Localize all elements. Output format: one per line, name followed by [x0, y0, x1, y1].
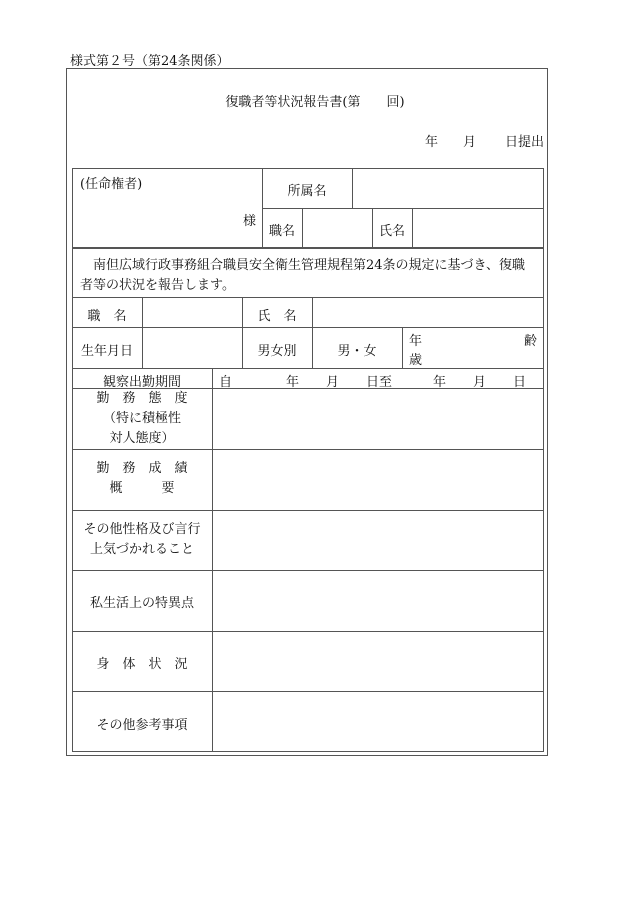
- divider: [402, 327, 403, 368]
- other-notes-value[interactable]: [213, 692, 543, 751]
- period-year2: 年: [433, 375, 447, 390]
- post-value[interactable]: [303, 209, 371, 247]
- attitude-label-line: 勤 務 態 度: [96, 391, 188, 406]
- other-notes-label: その他参考事項: [96, 718, 188, 733]
- birthdate-label: 生年月日: [80, 344, 133, 359]
- period-day2: 日: [513, 375, 527, 390]
- character-label: [72, 520, 212, 560]
- attitude-label-line: （特に積極性: [102, 411, 181, 426]
- affiliation-value[interactable]: [353, 169, 543, 207]
- period-day-to: 日至: [366, 375, 393, 390]
- period-from: 自: [219, 375, 233, 390]
- person-name-label: 氏 名: [257, 309, 297, 324]
- statement-text: 南但広域行政事務組合職員安全衛生管理規程第24条の規定に基づき、復職者等の状況を報告します。: [80, 258, 526, 293]
- person-post-label: 職 名: [87, 309, 127, 324]
- date-day-label: 日提出: [505, 135, 545, 150]
- attitude-label-line: 対人態度）: [109, 431, 175, 446]
- name-value[interactable]: [413, 209, 543, 247]
- private-life-label: 私生活上の特異点: [89, 596, 194, 611]
- character-label-line: その他性格及び言行: [83, 522, 201, 537]
- sex-value[interactable]: 男・女: [337, 344, 377, 359]
- private-life-value[interactable]: [213, 571, 543, 630]
- performance-value[interactable]: [213, 450, 543, 509]
- age-label-age: 齢: [524, 334, 538, 349]
- age-unit: 歳: [409, 353, 423, 368]
- physical-condition-value[interactable]: [213, 632, 543, 690]
- divider: [72, 368, 544, 369]
- person-name-value[interactable]: [313, 298, 543, 326]
- performance-label-line: 勤 務 成 績: [96, 461, 188, 476]
- character-value[interactable]: [213, 511, 543, 569]
- post-label: 職名: [268, 224, 295, 239]
- sex-label: 男女別: [257, 344, 297, 359]
- performance-label: [72, 459, 212, 499]
- performance-label-line: 概 要: [109, 481, 175, 496]
- appointer-label: (任命権者): [80, 177, 143, 192]
- period-label: 観察出勤期間: [102, 375, 181, 390]
- affiliation-label: 所属名: [287, 184, 327, 199]
- age-label-year: 年: [409, 334, 423, 349]
- physical-condition-label: 身 体 状 況: [96, 657, 188, 672]
- attitude-label: [72, 389, 212, 449]
- character-label-line: 上気づかれること: [89, 542, 194, 557]
- birthdate-value[interactable]: [143, 328, 241, 367]
- document-title: 復職者等状況報告書(第 回): [225, 95, 405, 110]
- name-label: 氏名: [378, 224, 405, 239]
- date-year-label: 年: [425, 135, 439, 150]
- attitude-value[interactable]: [213, 389, 543, 448]
- sama-label: 様: [243, 214, 257, 229]
- person-post-value[interactable]: [143, 298, 241, 326]
- period-month2: 月: [473, 375, 487, 390]
- period-month1: 月: [326, 375, 340, 390]
- form-label: 様式第２号（第24条関係）: [70, 54, 230, 69]
- period-year1: 年: [286, 375, 300, 390]
- date-month-label: 月: [463, 135, 477, 150]
- submission-date: [425, 131, 544, 150]
